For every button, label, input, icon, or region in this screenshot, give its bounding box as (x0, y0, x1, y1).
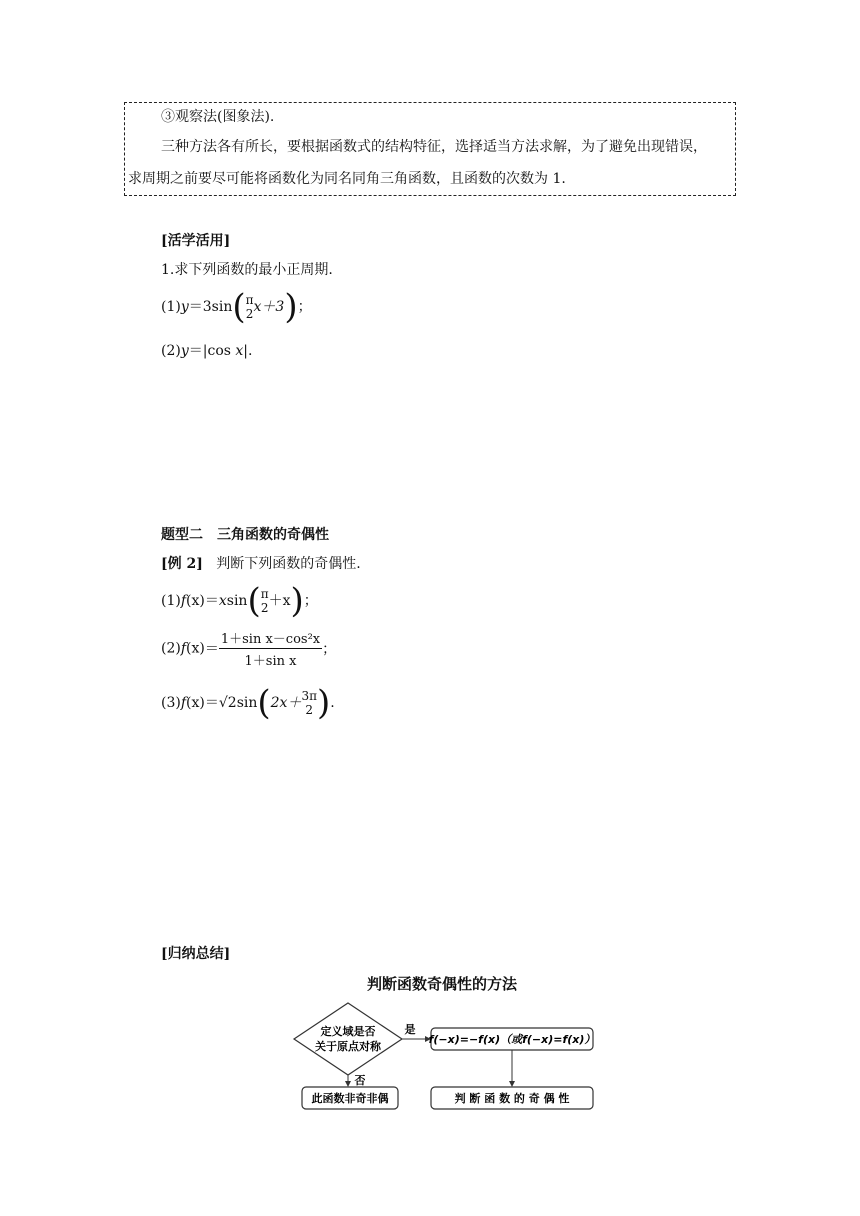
example-e2 (161, 628, 336, 669)
e1-x: x (218, 593, 227, 609)
e2-fraction (219, 628, 322, 669)
practice-q2 (161, 340, 252, 360)
e1-end: ； (303, 593, 318, 609)
e3-fraction (301, 689, 317, 717)
e1-left-paren: ( (247, 581, 261, 621)
practice-q1 (161, 287, 312, 327)
box-line-1: ③观察法(图象法). (161, 109, 275, 125)
e2-arg: (x) (186, 640, 205, 657)
e2-eq: ＝ (204, 641, 219, 658)
box-line-3: 求周期之前要尽可能将函数化为同名同角三角函数，且函数的次数为 1. (128, 171, 566, 187)
q1-fraction (246, 293, 254, 321)
e2-f: f (180, 640, 187, 657)
example-tag: [例 2] (161, 556, 203, 572)
e3-top: 3π (301, 689, 317, 703)
practice-question: 1.求下列函数的最小正周期. (161, 262, 333, 278)
e3-inner: 2x＋ (270, 695, 302, 711)
e3-bottom: 2 (305, 703, 314, 717)
example-e1 (161, 581, 318, 621)
e1-sin: sin (226, 593, 248, 609)
q1-right-paren: ) (284, 287, 298, 327)
e1-arg: (x) (186, 593, 205, 609)
result-yes-text: 判 断 函 数 的 奇 偶 性 (454, 1092, 570, 1105)
e3-sqrt: √2 (218, 695, 237, 711)
q2-end: |. (243, 343, 253, 359)
q1-eq: ＝3sin (188, 299, 233, 315)
example-line (161, 553, 361, 573)
e2-prefix: (2) (161, 640, 181, 657)
practice-heading: [活学活用] (161, 233, 231, 249)
e3-end: . (330, 695, 335, 711)
e3-prefix: (3) (161, 695, 181, 711)
e3-arg: (x) (186, 695, 205, 711)
e3-sin: sin (236, 695, 258, 711)
e2-numerator: 1＋sin x－cos²x (219, 628, 322, 649)
condition-text: f(−x)=−f(x)（或f(−x)=f(x)） (428, 1033, 596, 1046)
q2-var: y (180, 343, 189, 359)
q2-eq: ＝|cos (188, 343, 236, 359)
example-e3 (161, 683, 335, 723)
e1-fraction (261, 587, 269, 615)
decision-line-2: 关于原点对称 (315, 1040, 381, 1053)
decision-diamond (294, 1003, 402, 1075)
e1-top: π (260, 587, 269, 601)
q1-var: y (180, 299, 189, 315)
e1-f: f (180, 593, 187, 609)
yes-label: 是 (404, 1023, 416, 1036)
q1-top: π (245, 293, 254, 307)
q1-bottom: 2 (245, 307, 254, 321)
e2-end: ； (322, 641, 337, 658)
q2-x: x (235, 343, 244, 359)
no-label: 否 (354, 1074, 366, 1087)
example-text: 判断下列函数的奇偶性. (216, 556, 361, 572)
e2-denominator: 1＋sin x (244, 654, 297, 669)
q1-prefix: (1) (161, 299, 181, 315)
parity-flowchart (290, 1000, 610, 1120)
decision-line-1: 定义域是否 (320, 1025, 376, 1038)
e1-eq: ＝ (204, 593, 219, 609)
q2-prefix: (2) (161, 343, 181, 359)
e1-inner: ＋x (268, 593, 291, 609)
e3-eq: ＝ (204, 695, 219, 711)
q1-left-paren: ( (232, 287, 246, 327)
q1-inner: x＋3 (253, 299, 285, 315)
e1-bottom: 2 (260, 601, 269, 615)
result-no-text: 此函数非奇非偶 (311, 1092, 389, 1105)
section-heading: 题型二 三角函数的奇偶性 (161, 527, 329, 543)
summary-heading: [归纳总结] (161, 946, 231, 962)
e3-right-paren: ) (316, 683, 331, 723)
e1-right-paren: ) (290, 581, 304, 621)
e3-left-paren: ( (257, 683, 271, 723)
summary-title: 判断函数奇偶性的方法 (367, 975, 518, 993)
box-line-2: 三种方法各有所长，要根据函数式的结构特征，选择适当方法求解，为了避免出现错误， (161, 139, 707, 155)
q1-end: ； (297, 299, 312, 315)
e1-prefix: (1) (161, 593, 181, 609)
e3-f: f (180, 695, 187, 711)
